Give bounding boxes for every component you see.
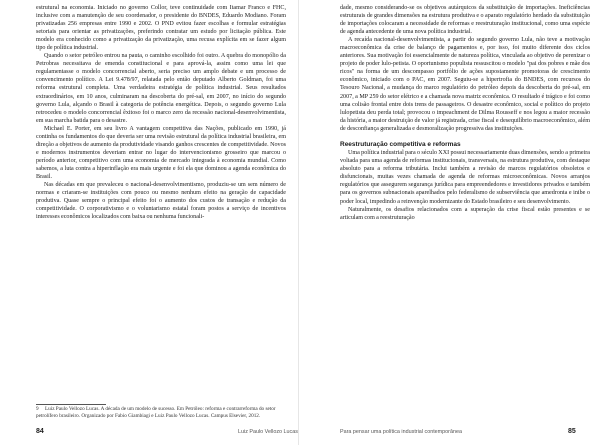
footnote [36,406,286,420]
left-page-number: 84 [36,428,44,435]
right-page-text-column [340,4,590,222]
section-spacer [340,133,590,141]
page-gutter [298,0,299,445]
footnote-divider [36,404,106,405]
left-running-head: Luiz Paulo Vellozo Lucas [238,429,298,435]
left-paragraph-3: Michael E. Porter, em seu livro A vantagem competitiva das Nações, publicado em 1990, já continha os fundamentos do que deveria ser uma revisão estrutural da política industrial brasileira, em direção a objetivos de aumento da produtividade visando ganhos crescentes de competitividade. Novos e modernos instrumentos deveriam entrar no lugar do intervencionismo grosseiro que marcou o período anterior, competitivo com uma economia de mercado integrada à economia mundial. Como sabemos, a luta contra a hiperinflação era mais urgente e foi ela que dominou a agenda econômica do Brasil. [36,125,286,180]
section-heading: Reestruturação competitiva e reformas [340,140,461,148]
left-paragraph-4: Nas décadas em que prevaleceu o nacional-desenvolvimentismo, produziu-se um sem número de normas e criaram-se instituições com pouco ou mesmo nenhum efeito na geração de capacidade produtiva. Quase sempre o principal efeito foi o aumento dos custos de transação e redução da competitividade. O corporativismo e o voluntarismo estatal foram postos a serviço de incentivos interesses econômicos localizados com baixa ou nenhuma funcionali- [36,182,286,221]
right-running-head: Para pensar uma política industrial contemporânea [340,429,462,435]
section-paragraph-1: Uma política industrial para o século XXI possui necessariamente duas dimensões, sendo a primeira voltada para uma agenda de reformas institucionais, transversais, na estrutura produtiva, com destaque absoluto para a reforma tributária. Inclui também a revisão de marcos regulatórios obsoletos e disfuncionais, muitas vezes chamada de agenda de reformas microeconômicas. Novos arranjos regulatórios que assegurem segurança jurídica para empreendedores e investidores privados e também para os governos subnacionais aparelhados pelo federalismo de subserviência que amedronta e inibe o poder local, impedindo a reinvenção modernizante do Estado brasileiro e seu desenvolvimento. [340,150,590,205]
left-paragraph-1: estrutural na economia. Iniciado no governo Collor, teve continuidade com Itamar Franco e FHC, inclusive com a manutenção de seu coordenador, o presidente do BNDES, Eduardo Modiano. Foram privatizadas 256 empresas entre 1990 e 2002. O PND evitou fazer escolhas e formular estratégias setoriais para orientar as privatizações, preferindo contratar um estudo por licitação pública. Este modelo era conhecido como a privatização da privatização, uma recusa explícita em se fazer algum tipo de política industrial. [36,5,286,52]
footnote-number: 9 [36,406,39,412]
right-paragraph-1: dade, mesmo considerando-se os objetivos autárquicos da substituição de importações. Ineficiências estruturais de grandes dimensões na estrutura produtiva e o aparato regulatório herdado da substituição de importações colocaram a necessidade de reformas e reestruturação institucional, como uma espécie de agenda antecedente de uma nova política industrial. [340,5,590,36]
right-paragraph-2: A recaída nacional-desenvolvimentista, a partir do segundo governo Lula, não teve a motivação macroeconômica da crise de balanço de pagamentos e, por isso, foi muito diferente dos ciclos anteriores. Sua motivação foi essencialmente de natureza política, vinculada ao objetivo de perenizar o projeto de poder lulo-petista. O oportunismo populista ressuscitou o modelo "pai dos pobres e mãe dos ricos" na forma de um descompasso portfólio de ações supostamente promotoras de crescimento econômico, iniciado com o PAC, em 2007. Seguiu-se a hipertrofia do BNDES, com recursos do Tesouro Nacional, a mudança do marco regulatório do petróleo depois da descoberta do pré-sal, em 2007, a MP 259 do setor elétrico e a chamada nova matriz econômica. O resultado é trágico e foi como uma colisão frontal entre dois trens de passageiros. O desastre econômico, social e político do projeto lulopetista deu perda total; provocou o impeachment de Dilma Rousseff e nos legou a maior recessão da história, a maior destruição de valor já registrada, crise fiscal e desequilíbrio macroeconômico, além de desconfiança generalizada e desmoralização progressiva das instituições. [340,37,590,132]
left-page-text-column [36,4,286,221]
footnote-text: Luiz Paulo Vellozo Lucas. A década de um modelo de sucesso. Em Petróleo: reforma e contrarreforma do setor petrolífero brasileiro. Organizado por Fabio Giambiagi e Luiz Paulo Vellozo Lucas. Campus Elsevier, 2012. [36,406,276,419]
right-page-number: 85 [568,428,576,435]
section-paragraph-2: Naturalmente, os desafios relacionados com a superação da crise fiscal estão presentes e se articulam com a reestruturação [340,206,590,221]
left-paragraph-2: Quando o setor petróleo entrou na pauta, o caminho escolhido foi outro. A quebra do monopólio da Petrobras necessitava de emenda constitucional e para aprová-la, assim como uma lei que regulamentasse o modelo concorrencial aberto, seria preciso um amplo debate e um processo de convencimento político. A Lei 9.478/97, relatada pelo então deputado Alberto Goldman, foi uma reforma estrutural completa. Uma verdadeira estratégia de política industrial. Seus resultados extraordinários, em 10 anos, culminaram na descoberta do pré-sal, em 2007, no início do segundo governo Lula, alçando o Brasil à categoria de potência energética. Depois, o segundo governo Lula retrocedeu o modelo concorrencial êxitoso foi o marco zero da recessão nacional-desenvolvimentista, em sua marcha batida para o desastre. [36,53,286,124]
